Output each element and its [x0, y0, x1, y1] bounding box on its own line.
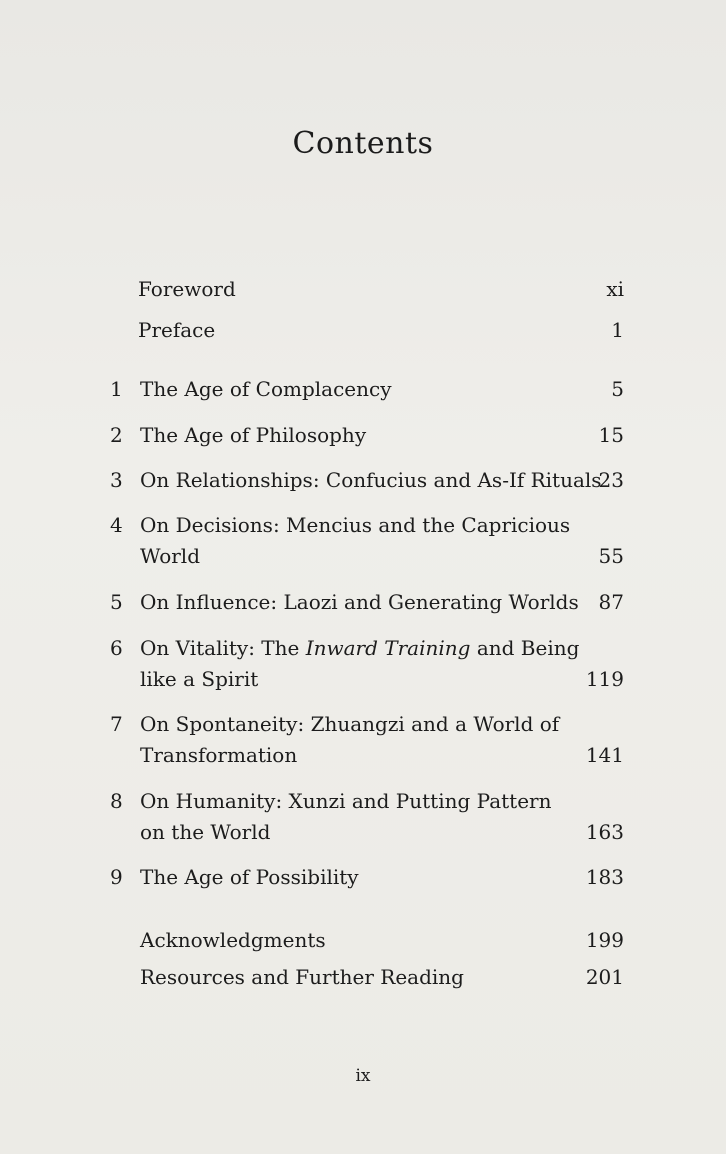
chapter-title: The Age of Possibility — [140, 865, 359, 889]
chapter-title: The Age of Philosophy — [140, 423, 367, 447]
chapter-number: 5 — [110, 590, 123, 614]
chapter-page: 183 — [585, 865, 624, 889]
chapter-title-continued: World — [140, 544, 200, 568]
chapter-page: 15 — [598, 423, 624, 447]
toc-chapter-6 — [110, 633, 624, 695]
chapter-page: 87 — [598, 590, 624, 614]
chapter-page: 55 — [598, 544, 624, 568]
chapter-title: On Humanity: Xunzi and Putting Pattern — [140, 789, 552, 813]
toc-entry-text: Foreword — [138, 277, 236, 301]
chapter-number: 4 — [110, 513, 123, 537]
page-number: ix — [355, 1066, 371, 1086]
toc-entry-text: Preface — [138, 318, 216, 342]
chapter-number: 6 — [110, 636, 123, 660]
toc-entry-page: 201 — [585, 965, 624, 989]
chapter-title — [140, 633, 579, 663]
chapter-number: 7 — [110, 712, 123, 736]
chapter-number: 9 — [110, 865, 123, 889]
toc-entry-text: Acknowledgments — [140, 928, 326, 952]
chapter-page: 141 — [585, 743, 624, 767]
toc-chapter-7 — [110, 709, 624, 771]
chapter-title: On Spontaneity: Zhuangzi and a World of — [140, 712, 560, 736]
chapter-title-continued: on the World — [140, 820, 271, 844]
chapter-number: 3 — [110, 468, 123, 492]
toc-chapter-4 — [110, 510, 624, 572]
chapter-title: On Relationships: Confucius and As-If Rituals — [140, 468, 602, 492]
chapter-title: On Decisions: Mencius and the Capricious — [140, 513, 571, 537]
chapter-number: 1 — [110, 377, 123, 401]
chapter-page: 119 — [585, 667, 624, 691]
toc-entry-page: xi — [606, 277, 624, 301]
chapter-number: 2 — [110, 423, 123, 447]
toc-entry-text: Resources and Further Reading — [140, 965, 464, 989]
chapter-title-part: and Being — [470, 636, 580, 660]
page-title: Contents — [292, 126, 434, 161]
toc-chapter-8 — [110, 786, 624, 848]
chapter-title-continued: like a Spirit — [140, 667, 259, 691]
chapter-number: 8 — [110, 789, 123, 813]
toc-entry-page: 1 — [611, 318, 624, 342]
chapter-title-continued: Transformation — [140, 743, 298, 767]
chapter-title: On Influence: Laozi and Generating Worlds — [140, 590, 579, 614]
chapter-title-part: On Vitality: The — [140, 636, 306, 660]
chapter-title-italic: Inward Training — [305, 636, 471, 660]
chapter-page: 163 — [585, 820, 624, 844]
chapter-page: 23 — [598, 468, 624, 492]
chapter-page: 5 — [611, 377, 624, 401]
toc-entry-page: 199 — [585, 928, 624, 952]
chapter-title: The Age of Complacency — [140, 377, 392, 401]
